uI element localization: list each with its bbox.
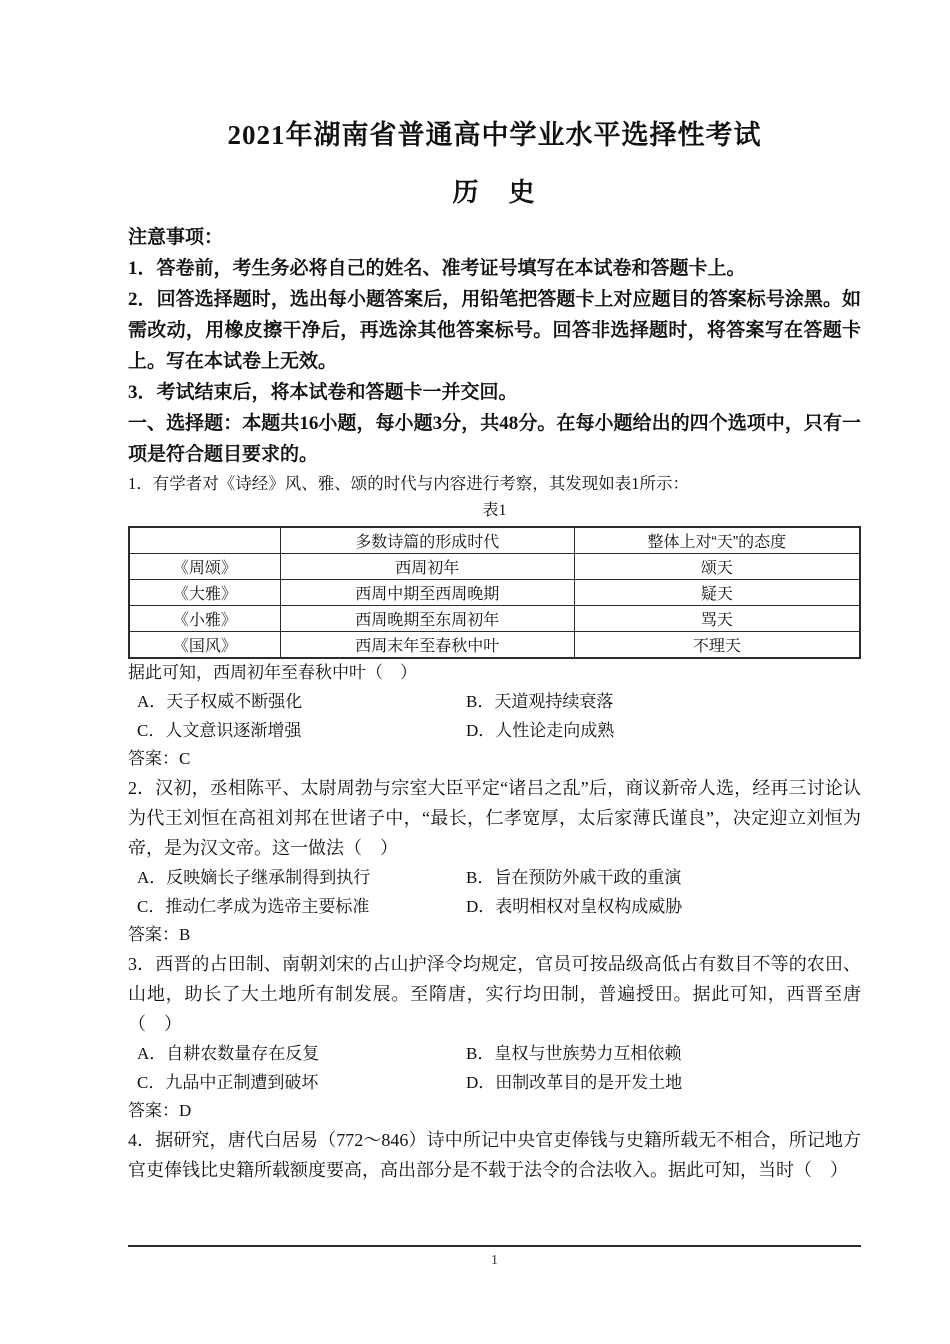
- table-header-row: [129, 527, 860, 554]
- question-1-stem-after: 据此可知，西周初年至春秋中叶（ ）: [128, 663, 417, 682]
- table-cell: 《国风》: [129, 632, 280, 659]
- table-row: [129, 580, 860, 606]
- notices-block: [128, 222, 861, 470]
- question-3-stem: 3．西晋的占田制、南朝刘宋的占山护泽令均规定，官员可按品级高低占有数目不等的农田、山地，助长了大土地所有制发展。至隋唐，实行均田制，普遍授田。据此可知，西晋至唐（ ）: [128, 954, 861, 1034]
- notice-item-3: 3．考试结束后，将本试卷和答题卡一并交回。: [128, 382, 518, 403]
- table-cell: 《小雅》: [129, 606, 280, 632]
- question-3: [128, 949, 861, 1125]
- table-row: [129, 606, 860, 632]
- table-header-cell: 整体上对“天”的态度: [574, 527, 860, 554]
- table-cell: 《周颂》: [129, 554, 280, 580]
- question-1: [128, 470, 861, 773]
- table-header-cell: 多数诗篇的形成时代: [280, 527, 574, 554]
- table-cell: 西周中期至西周晚期: [280, 580, 574, 606]
- question-3-answer: 答案：D: [128, 1101, 192, 1120]
- table-cell: 颂天: [574, 554, 860, 580]
- page-footer: [128, 1245, 861, 1269]
- table-cell: 骂天: [574, 606, 860, 632]
- option-c: C．九品中正制遭到破坏: [137, 1073, 319, 1092]
- table-header-cell: [129, 527, 280, 554]
- table-cell: 西周初年: [280, 554, 574, 580]
- question-4: [128, 1125, 861, 1185]
- table-cell: 西周晚期至东周初年: [280, 606, 574, 632]
- page-title: 2021年湖南省普通高中学业水平选择性考试: [227, 120, 762, 150]
- option-b: B．旨在预防外戚干政的重演: [466, 868, 682, 887]
- option-c: C．推动仁孝成为选帝主要标准: [137, 897, 370, 916]
- question-2-options: [128, 863, 861, 921]
- notice-item-1: 1．答卷前，考生务必将自己的姓名、准考证号填写在本试卷和答题卡上。: [128, 258, 746, 279]
- table-row: [129, 632, 860, 659]
- table-row: [129, 554, 860, 580]
- option-d: D．田制改革目的是开发土地: [466, 1073, 683, 1092]
- table-caption: 表1: [482, 502, 507, 519]
- option-a: A．反映嫡长子继承制得到执行: [137, 868, 371, 887]
- option-d: D．表明相权对皇权构成威胁: [466, 897, 683, 916]
- section-heading: 一、选择题：本题共16小题，每小题3分，共48分。在每小题给出的四个选项中，只有一项是符合题目要求的。: [128, 413, 861, 465]
- question-3-options: [128, 1039, 861, 1097]
- option-a: A．自耕农数量存在反复: [137, 1044, 320, 1063]
- option-d: D．人性论走向成熟: [466, 721, 615, 740]
- option-b: B．皇权与世族势力互相依赖: [466, 1044, 682, 1063]
- shijing-table: [128, 526, 861, 659]
- question-2-answer: 答案：B: [128, 925, 191, 944]
- option-c: C．人文意识逐渐增强: [137, 721, 302, 740]
- subject-title: 历 史: [452, 178, 537, 207]
- notices-heading: 注意事项：: [128, 227, 224, 248]
- question-4-stem: 4．据研究，唐代白居易（772～846）诗中所记中央官吏俸钱与史籍所载无不相合，所记地方官吏俸钱比史籍所载额度要高，高出部分是不载于法令的合法收入。据此可知，当时（ ）: [128, 1130, 861, 1180]
- table-cell: 不理天: [574, 632, 860, 659]
- notice-item-2: 2．回答选择题时，选出每小题答案后，用铅笔把答题卡上对应题目的答案标号涂黑。如需改动，用橡皮擦干净后，再选涂其他答案标号。回答非选择题时，将答案写在答题卡上。写在本试卷上无效。: [128, 289, 861, 372]
- question-1-answer: 答案：C: [128, 749, 191, 768]
- page-number: 1: [491, 1253, 498, 1268]
- option-b: B．天道观持续衰落: [466, 692, 614, 711]
- page-content: [128, 0, 861, 1185]
- question-1-options: [128, 687, 861, 745]
- question-2: [128, 773, 861, 949]
- option-a: A．天子权威不断强化: [137, 692, 303, 711]
- table-cell: 西周末年至春秋中叶: [280, 632, 574, 659]
- table-cell: 疑天: [574, 580, 860, 606]
- question-2-stem: 2．汉初，丞相陈平、太尉周勃与宗室大臣平定“诸吕之乱”后，商议新帝人选，经再三讨论认为代王刘恒在高祖刘邦在世诸子中，“最长，仁孝宽厚，太后家薄氏谨良”，决定迎立刘恒为帝，是为汉文帝。这一做法（ ）: [128, 778, 861, 858]
- table-cell: 《大雅》: [129, 580, 280, 606]
- question-1-stem: 1．有学者对《诗经》风、雅、颂的时代与内容进行考察，其发现如表1所示：: [128, 474, 689, 493]
